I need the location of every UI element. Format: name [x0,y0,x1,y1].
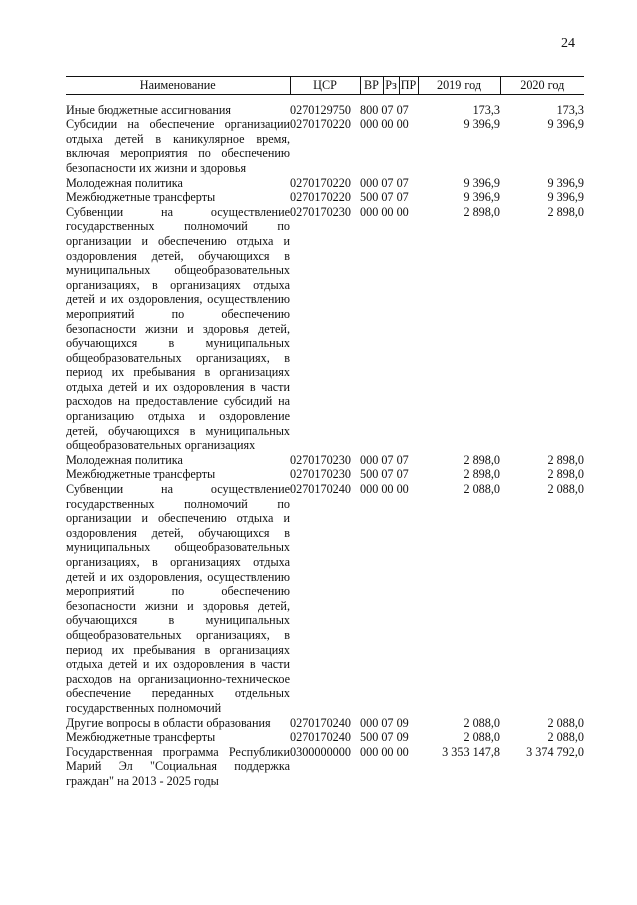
row-csr: 0270170230 [290,467,351,482]
header-name: Наименование [66,77,290,95]
row-2019: 2 088,0 [463,715,500,730]
row-name: Субвенции на осуществление государственных полномочий по организации и обеспечению отдыха и оздоровления детей, обучающихся в муниципальных общеобразовательных организациях, в организациях отдыха детей и их оздоровления, осуществлению мероприятий по обеспечению безопасности жизни и здоровья детей, обучающихся в муниципальных общеобразовательных организациях, в период их пребывания в организациях отдыха детей и их оздоровления в части расходов на организационно-техническое обеспечение переданных отдельных государственных полномочий [66,482,290,715]
row-csr: 0270170220 [290,117,351,132]
row-2019: 2 898,0 [463,204,500,219]
row-2020: 9 396,9 [547,117,584,132]
table-row [66,176,584,191]
table-row [66,482,584,716]
table-row [66,103,584,118]
header-csr: ЦСР [290,77,360,95]
page-number: 24 [561,36,575,51]
row-2019: 9 396,9 [463,117,500,132]
table-row [66,716,584,731]
row-2020: 9 396,9 [547,190,584,205]
row-2020: 2 898,0 [547,452,584,467]
row-2019: 2 088,0 [463,482,500,497]
row-csr: 0270170240 [290,715,351,730]
table-row [66,467,584,482]
row-name: Межбюджетные трансферты [66,467,216,482]
row-2020: 2 898,0 [547,204,584,219]
header-2019: 2019 год [418,77,500,95]
row-2020: 9 396,9 [547,175,584,190]
table-row [66,745,584,789]
budget-table [66,76,584,789]
row-name: Субсидии на обеспечение организации отдыха детей в каникулярное время, включая мероприятия по обеспечению безопасности их жизни и здоровья [66,117,290,175]
row-csr: 0270170230 [290,204,351,219]
row-codes: 000 07 07 [360,175,409,190]
row-name: Субвенции на осуществление государственных полномочий по организации и обеспечению отдыха и оздоровления детей, обучающихся в муниципальных общеобразовательных организациях, в организациях отдыха детей и их оздоровления, осуществлению мероприятий по обеспечению безопасности жизни и здоровья детей, обучающихся в муниципальных общеобразовательных организациях, в период их пребывания в организациях отдыха детей и их оздоровления в части расходов на предоставление субсидий на организацию отдыха и оздоровление детей, обучающихся в муниципальных общеобразовательных организациях [66,204,290,453]
header-vr: ВР [360,77,383,95]
row-codes: 000 07 09 [360,715,409,730]
row-codes: 800 07 07 [360,102,409,117]
row-2019: 173,3 [472,102,500,117]
row-name: Молодежная политика [66,452,183,467]
row-csr: 0270170220 [290,175,351,190]
row-2020: 2 088,0 [547,715,584,730]
row-name: Иные бюджетные ассигнования [66,102,232,117]
row-csr: 0270170240 [290,730,351,745]
row-codes: 000 00 00 [360,204,409,219]
table-row [66,117,584,175]
row-csr: 0270170220 [290,190,351,205]
row-name: Государственная программа Республики Марий Эл "Социальная поддержка граждан" на 2013 - 2025 годы [66,744,290,788]
row-name: Межбюджетные трансферты [66,190,216,205]
row-2020: 173,3 [556,102,584,117]
row-2020: 2 898,0 [547,467,584,482]
row-2020: 3 374 792,0 [526,744,584,759]
row-codes: 000 00 00 [360,482,409,497]
table-header-row [66,77,584,95]
row-2020: 2 088,0 [547,482,584,497]
row-csr: 0270129750 [290,102,351,117]
row-2019: 2 898,0 [463,452,500,467]
row-csr: 0270170240 [290,482,351,497]
row-codes: 000 07 07 [360,452,409,467]
table-row [66,730,584,745]
row-codes: 000 00 00 [360,117,409,132]
row-2020: 2 088,0 [547,730,584,745]
row-codes: 000 00 00 [360,744,409,759]
header-2020: 2020 год [500,77,584,95]
row-codes: 500 07 07 [360,190,409,205]
row-2019: 9 396,9 [463,190,500,205]
header-rz: Рз [383,77,399,95]
row-csr: 0270170230 [290,452,351,467]
table-row [66,205,584,453]
row-codes: 500 07 09 [360,730,409,745]
row-codes: 500 07 07 [360,467,409,482]
row-2019: 9 396,9 [463,175,500,190]
row-name: Молодежная политика [66,175,183,190]
row-name: Межбюджетные трансферты [66,730,216,745]
row-2019: 2 898,0 [463,467,500,482]
table-row [66,190,584,205]
row-2019: 3 353 147,8 [442,744,500,759]
row-csr: 0300000000 [290,744,351,759]
row-2019: 2 088,0 [463,730,500,745]
table-row [66,453,584,468]
row-name: Другие вопросы в области образования [66,715,271,730]
header-pr: ПР [399,77,418,95]
